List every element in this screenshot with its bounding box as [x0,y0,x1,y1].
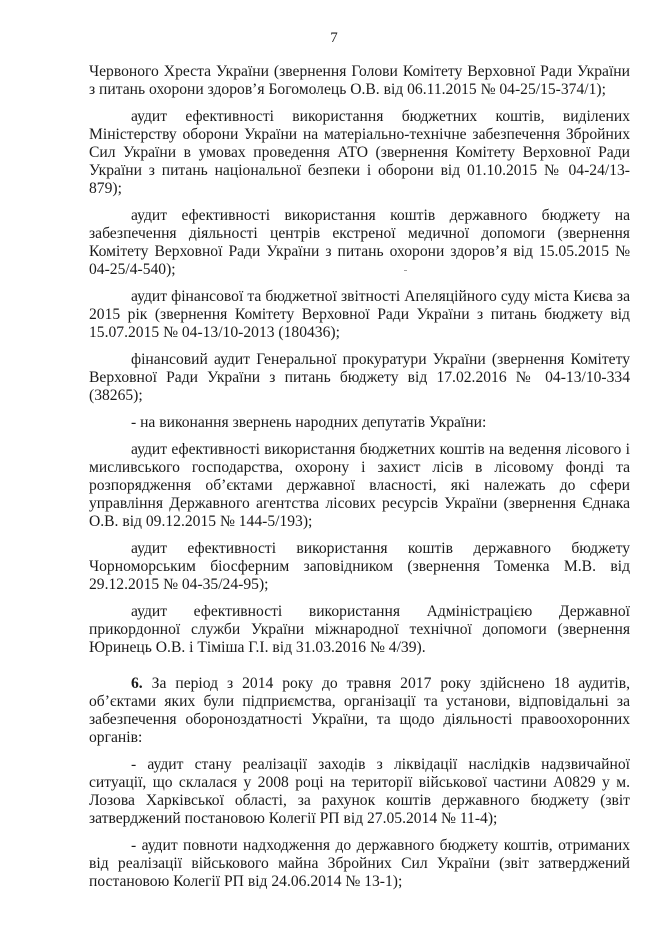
paragraph-audit-biosphere-reserve: аудит ефективності використання коштів державного бюджету Чорноморським біосферним заповідником (звернення Томенка М.В. від 29.12.2015 № 04-35/24-95); [89,540,630,593]
page-number: 7 [330,30,338,46]
section-6-text: За період з 2014 року до травня 2017 року здійснено 18 аудитів, об’єктами яких були підприємства, організації та установи, відповідальні за забезпечення обороноздатності України, та щодо діяльності правоохоронних органів: [89,675,630,746]
scan-artifact-mark [404,270,407,271]
paragraph-audit-border-service: аудит ефективності використання Адміністрацією Державної прикордонної служби України міжнародної технічної допомоги (звернення Юринець О.В. і Тіміша Г.І. від 31.03.2016 № 4/39). [89,603,630,656]
section-6-item-lozova: - аудит стану реалізації заходів з ліквідації наслідків надзвичайної ситуації, що склалася у 2008 році на території військової частини А0829 у м. Лозова Харківської області, за рахунок коштів державного бюджету (звіт затверджений постановою Колегії РП від 27.05.2014 № 11-4); [89,756,630,827]
paragraph-audit-forestry: аудит ефективності використання бюджетних коштів на ведення лісового і мисливського господарства, охорону і захист лісів в лісовому фонді та розпорядження об’єктами державної власності, які належать до сфери управління Державного агентства лісових ресурсів України (звернення Єднака О.В. від 09.12.2015 № 144-5/193); [89,441,630,530]
document-body [89,63,630,900]
paragraph-deputies-requests: - на виконання звернень народних депутатів України: [131,414,487,431]
paragraph-continuation: Червоного Хреста України (звернення Голови Комітету Верховної Ради України з питань охорони здоров’я Богомолець О.В. від 06.11.2015 № 04-25/15-374/1); [89,63,630,98]
section-6-paragraph [89,675,630,747]
section-6-item-military-property: - аудит повноти надходження до державного бюджету коштів, отриманих від реалізації військового майна Збройних Сил України (звіт затверджений постановою Колегії РП від 24.06.2014 № 13-1); [89,837,630,890]
paragraph-audit-emergency-care: аудит ефективності використання коштів державного бюджету на забезпечення діяльності центрів екстреної медичної допомоги (звернення Комітету Верховної Ради України з питань охорони здоров’я від 15.05.2015 № 04-25/4-540); [89,207,630,278]
paragraph-audit-prosecutor: фінансовий аудит Генеральної прокуратури України (звернення Комітету Верховної Ради України з питань бюджету від 17.02.2016 № 04-13/10-334 (38265); [89,351,630,404]
paragraph-audit-appeal-court: аудит фінансової та бюджетної звітності Апеляційного суду міста Києва за 2015 рік (звернення Комітету Верховної Ради України з питань бюджету від 15.07.2015 № 04-13/10-2013 (180436); [89,288,630,341]
section-6-number: 6. [131,675,143,692]
paragraph-audit-ato: аудит ефективності використання бюджетних коштів, виділених Міністерству оборони України на матеріально-технічне забезпечення Збройних Сил України в умовах проведення АТО (звернення Комітету Верховної Ради України з питань національної безпеки і оборони від 01.10.2015 № 04-24/13-879); [89,108,630,197]
